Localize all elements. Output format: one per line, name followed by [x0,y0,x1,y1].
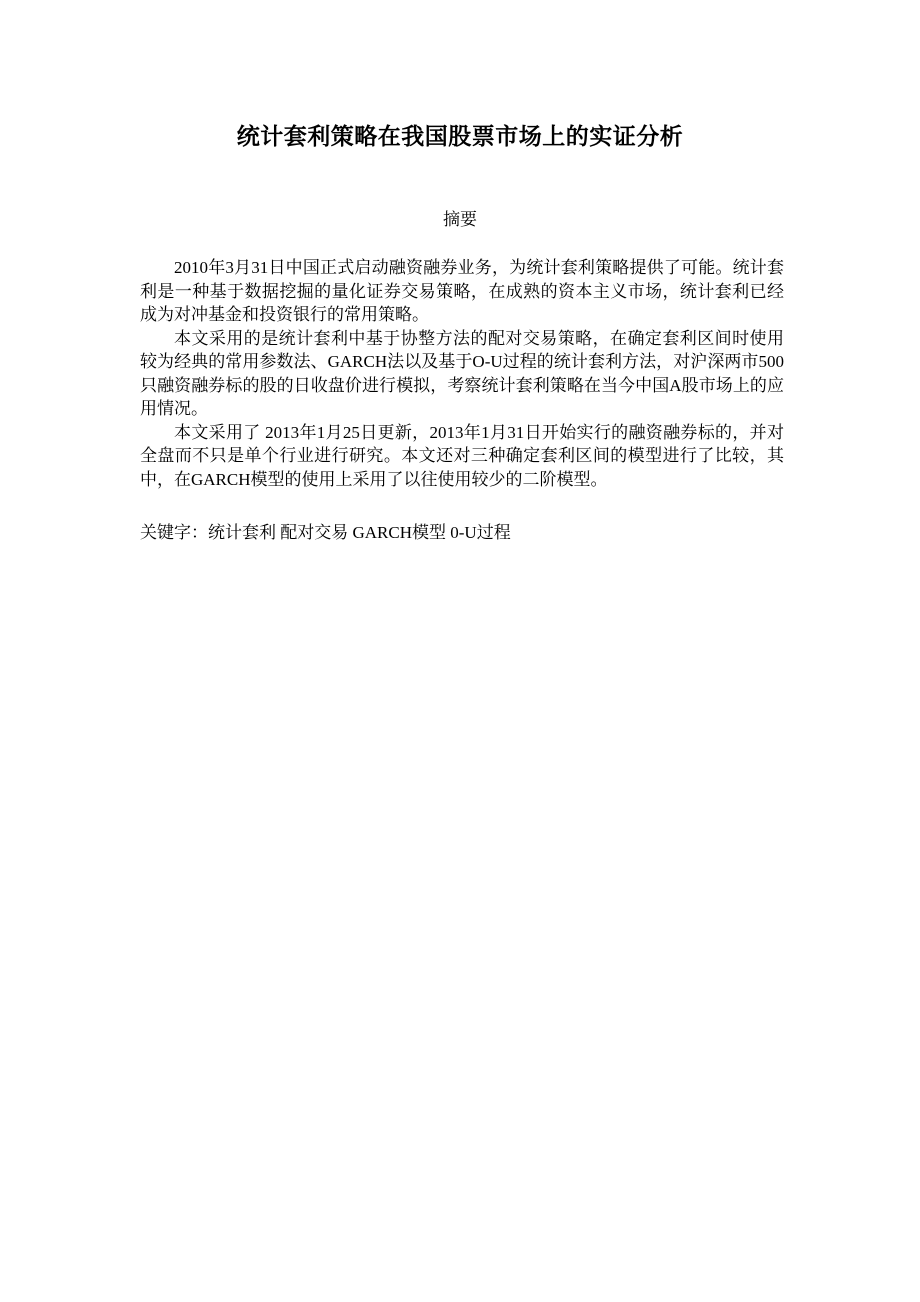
abstract-paragraph: 本文采用的是统计套利中基于协整方法的配对交易策略，在确定套利区间时使用较为经典的常用参数法、GARCH法以及基于O-U过程的统计套利方法，对沪深两市500只融资融券标的股的日收盘价进行模拟，考察统计套利策略在当今中国A股市场上的应用情况。 [140,328,784,418]
keywords-line: 关键字：统计套利 配对交易 GARCH模型 0-U过程 [140,523,511,542]
abstract-body [140,256,784,491]
abstract-heading: 摘要 [443,210,477,229]
document-title: 统计套利策略在我国股票市场上的实证分析 [236,124,684,149]
abstract-paragraph: 本文采用了 2013年1月25日更新，2013年1月31日开始实行的融资融券标的，并对全盘而不只是单个行业进行研究。本文还对三种确定套利区间的模型进行了比较，其中，在GARCH模型的使用上采用了以往使用较少的二阶模型。 [140,422,784,489]
abstract-paragraph: 2010年3月31日中国正式启动融资融券业务，为统计套利策略提供了可能。统计套利是一种基于数据挖掘的量化证券交易策略，在成熟的资本主义市场，统计套利已经成为对冲基金和投资银行的常用策略。 [140,258,784,324]
